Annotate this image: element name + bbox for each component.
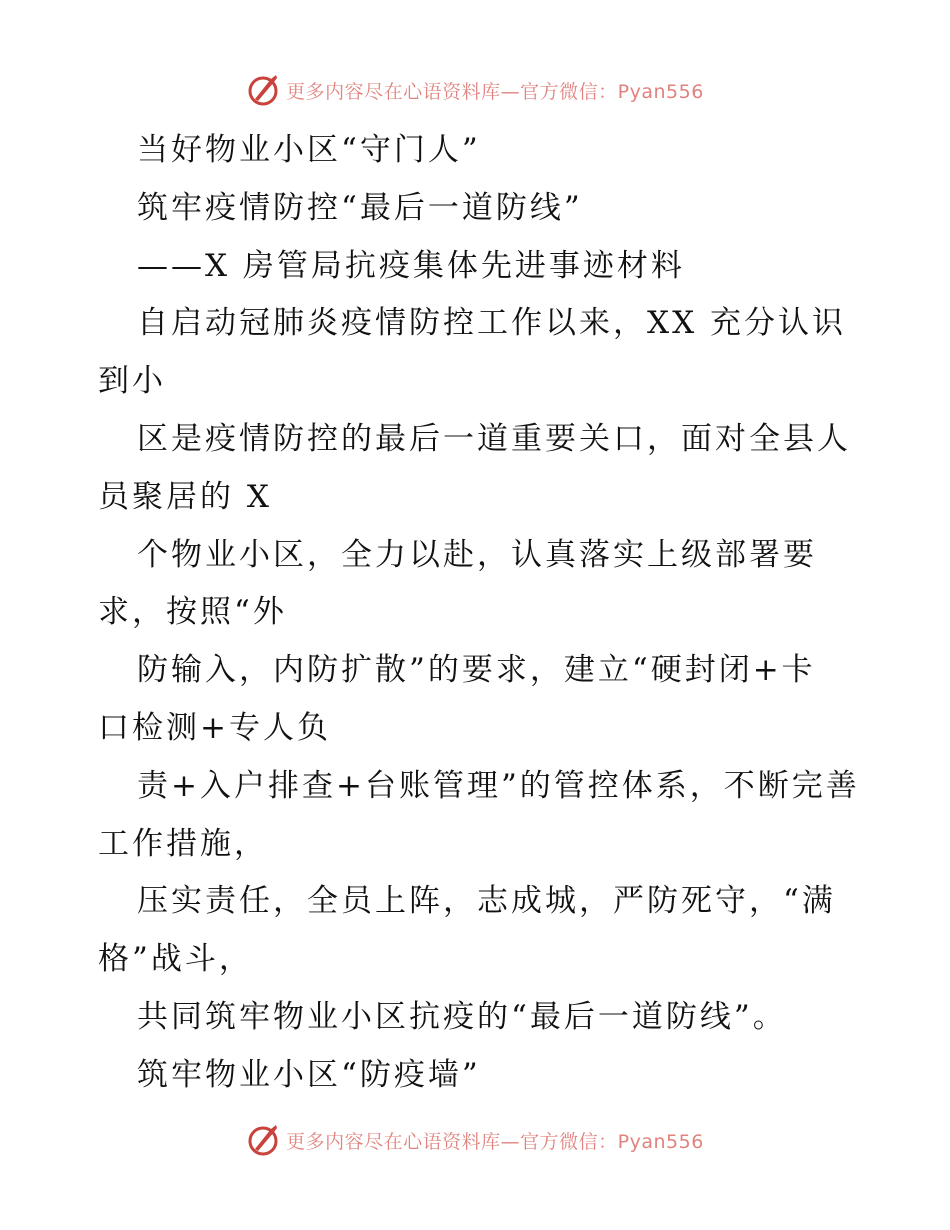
document-body bbox=[0, 122, 950, 1105]
section-heading: 筑牢物业小区“防疫墙” bbox=[137, 1056, 481, 1093]
paragraph-line-continuation: 员聚居的 X bbox=[98, 478, 272, 515]
paragraph-line: 压实责任，全员上阵，志成城，严防死守，“满 bbox=[137, 883, 836, 920]
paragraph-line: 个物业小区，全力以赴，认真落实上级部署要 bbox=[137, 536, 817, 573]
document-subtitle: 筑牢疫情防控“最后一道防线” bbox=[137, 189, 583, 226]
paragraph-line-continuation: 格”战斗， bbox=[98, 941, 253, 978]
paragraph-line-continuation: 工作措施， bbox=[98, 825, 268, 862]
quill-pen-logo-icon bbox=[246, 1123, 280, 1157]
paragraph-line-continuation: 求，按照“外 bbox=[98, 594, 287, 631]
paragraph-line: 区是疫情防控的最后一道重要关口，面对全县人 bbox=[137, 420, 851, 457]
document-title: 当好物业小区“守门人” bbox=[137, 132, 481, 168]
footer-banner bbox=[0, 1120, 950, 1160]
paragraph-line: 责+入户排查+台账管理”的管控体系，不断完善 bbox=[137, 767, 860, 804]
quill-pen-logo-icon bbox=[246, 73, 280, 107]
banner-text: 更多内容尽在心语资料库—官方微信：Pyan556 bbox=[286, 1130, 704, 1153]
paragraph-line-continuation: 到小 bbox=[98, 363, 166, 400]
paragraph-line-continuation: 口检测+专人负 bbox=[98, 709, 331, 746]
paragraph-line: 共同筑牢物业小区抗疫的“最后一道防线”。 bbox=[137, 998, 787, 1035]
header-banner bbox=[0, 70, 950, 110]
paragraph-line: 防输入，内防扩散”的要求，建立“硬封闭+卡 bbox=[137, 652, 816, 689]
banner-text: 更多内容尽在心语资料库—官方微信：Pyan556 bbox=[286, 80, 704, 103]
paragraph-line: 自启动冠肺炎疫情防控工作以来，XX 充分认识 bbox=[137, 305, 846, 342]
document-byline: ——X 房管局抗疫集体先进事迹材料 bbox=[137, 247, 685, 284]
